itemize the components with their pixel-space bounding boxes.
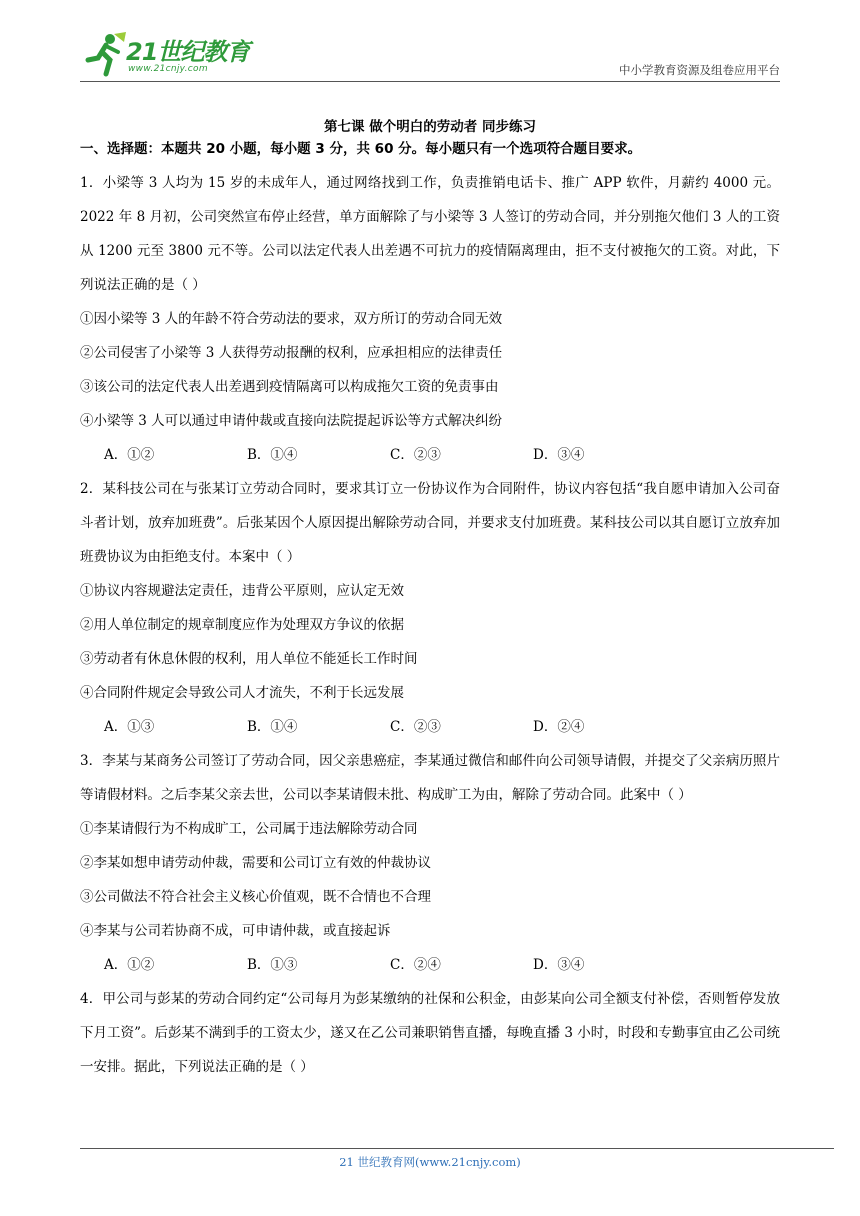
question-statement: ④小梁等 3 人可以通过申请仲裁或直接向法院提起诉讼等方式解决纠纷 (80, 413, 503, 429)
choice-d[interactable]: D．③④ (533, 957, 585, 973)
page-header (80, 28, 780, 82)
header-divider (80, 81, 780, 82)
question-statement: ①李某请假行为不构成旷工，公司属于违法解除劳动合同 (80, 821, 418, 837)
question-statement: ④合同附件规定会导致公司人才流失，不利于长远发展 (80, 685, 404, 701)
question-stem: 1．小梁等 3 人均为 15 岁的未成年人，通过网络找到工作，负责推销电话卡、推广 APP 软件，月薪约 4000 元。2022 年 8 月初，公司突然宣布停止经营，单方面解除了与小梁等 3 人签订的劳动合同，并分别拖欠他们 3 人的工资从 1200 元至 3800 元不等。公司以法定代表人出差遇不可抗力的疫情隔离理由，拒不支付被拖欠的工资。对此，下列说法正确的是（ ） (80, 175, 780, 293)
question-statement: ①协议内容规避法定责任，违背公平原则，应认定无效 (80, 583, 404, 599)
logo-url: www.21cnjy.com (128, 64, 208, 74)
question-stem: 2．某科技公司在与张某订立劳动合同时，要求其订立一份协议作为合同附件，协议内容包括“我自愿申请加入公司奋斗者计划，放弃加班费”。后张某因个人原因提出解除劳动合同，并要求支付加班费。某科技公司以其自愿订立放弃加班费协议为由拒绝支付。本案中（ ） (80, 481, 780, 565)
choice-a[interactable]: A．①② (104, 957, 155, 973)
site-logo[interactable] (80, 28, 280, 82)
question-statement: ①因小梁等 3 人的年龄不符合劳动法的要求，双方所订的劳动合同无效 (80, 311, 503, 327)
question-statement: ③该公司的法定代表人出差遇到疫情隔离可以构成拖欠工资的免责事由 (80, 379, 499, 395)
question-1 (80, 166, 780, 472)
question-stem: 4．甲公司与彭某的劳动合同约定“公司每月为彭某缴纳的社保和公积金，由彭某向公司全额支付补偿，否则暂停发放下月工资”。后彭某不满到手的工资太少，遂又在乙公司兼职销售直播，每晚直播 3 小时，时段和专勤事宜由乙公司统一安排。据此，下列说法正确的是（ ） (80, 991, 780, 1075)
runner-logo-icon (80, 30, 128, 78)
section-heading: 一、选择题：本题共 20 小题，每小题 3 分，共 60 分。每小题只有一个选项符合题目要求。 (80, 141, 642, 157)
question-stem: 3．李某与某商务公司签订了劳动合同，因父亲患癌症，李某通过微信和邮件向公司领导请假，并提交了父亲病历照片等请假材料。之后李某父亲去世，公司以李某请假未批、构成旷工为由，解除了劳动合同。此案中（ ） (80, 753, 780, 803)
question-3 (80, 744, 780, 982)
choice-d[interactable]: D．③④ (533, 447, 585, 463)
footer-divider (80, 1148, 834, 1149)
choice-c[interactable]: C．②③ (390, 447, 441, 463)
choice-c[interactable]: C．②③ (390, 719, 441, 735)
choice-b[interactable]: B．①③ (247, 957, 298, 973)
answer-choices (80, 710, 780, 744)
question-4 (80, 982, 780, 1084)
choice-b[interactable]: B．①④ (247, 719, 298, 735)
footer-link[interactable]: 21 世纪教育网(www.21cnjy.com) (339, 1155, 521, 1169)
logo-title: 21世纪教育 (126, 38, 250, 66)
answer-choices (80, 438, 780, 472)
choice-d[interactable]: D．②④ (533, 719, 585, 735)
choice-a[interactable]: A．①② (104, 447, 155, 463)
question-statement: ③劳动者有休息休假的权利，用人单位不能延长工作时间 (80, 651, 418, 667)
question-2 (80, 472, 780, 744)
answer-choices (80, 948, 780, 982)
question-statement: ②李某如想申请劳动仲裁，需要和公司订立有效的仲裁协议 (80, 855, 431, 871)
choice-a[interactable]: A．①③ (104, 719, 155, 735)
document-body (80, 116, 780, 1084)
question-statement: ②公司侵害了小梁等 3 人获得劳动报酬的权利，应承担相应的法律责任 (80, 345, 503, 361)
question-statement: ②用人单位制定的规章制度应作为处理双方争议的依据 (80, 617, 404, 633)
question-statement: ③公司做法不符合社会主义核心价值观，既不合情也不合理 (80, 889, 431, 905)
question-statement: ④李某与公司若协商不成，可申请仲裁，或直接起诉 (80, 923, 391, 939)
header-platform-text: 中小学教育资源及组卷应用平台 (619, 63, 780, 77)
document-title: 第七课 做个明白的劳动者 同步练习 (324, 119, 536, 135)
choice-b[interactable]: B．①④ (247, 447, 298, 463)
choice-c[interactable]: C．②④ (390, 957, 441, 973)
